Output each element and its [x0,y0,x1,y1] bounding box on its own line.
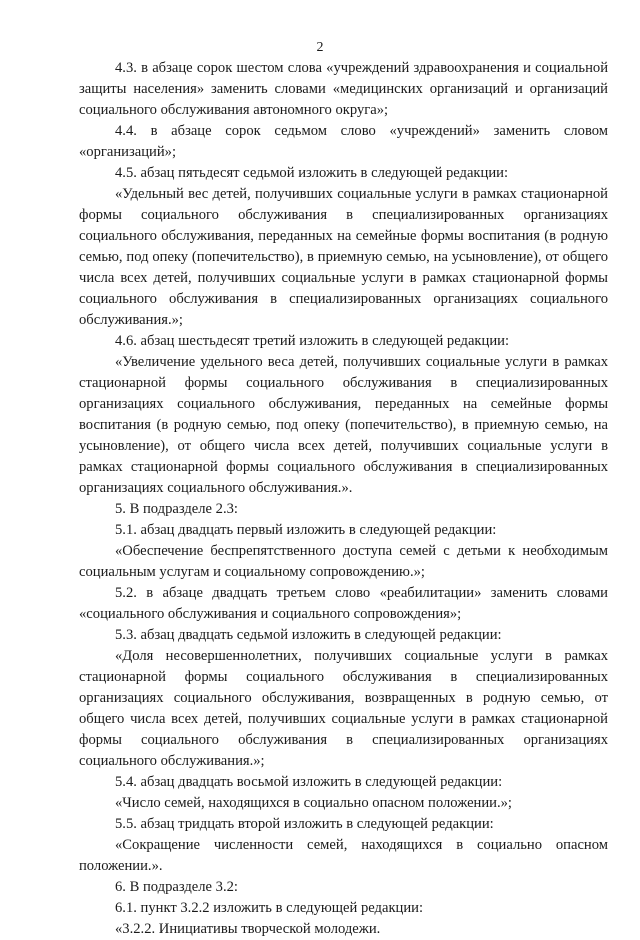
paragraph-4-3: 4.3. в абзаце сорок шестом слова «учреждений здравоохранения и социальной защиты населения» заменить словами «медицинских организаций и организаций социального обслуживания автономного округа»; [79,60,608,118]
document-body [79,58,608,940]
quoted-text-4-6: «Увеличение удельного веса детей, получивших социальные услуги в рамках стационарной формы социального обслуживания в специализированных организациях социального обслуживания, переданных на семейные формы воспитания (в родную семью, под опеку (попечительство), в приемную семью, на усыновление), от общего числа всех детей, получивших социальные услуги в рамках стационарной формы социального обслуживания в специализированных организациях социального обслуживания.». [79,354,608,496]
paragraph-5-3: 5.3. абзац двадцать седьмой изложить в следующей редакции: [115,627,502,643]
paragraph-4-4: 4.4. в абзаце сорок седьмом слово «учреждений» заменить словом «организаций»; [79,123,608,160]
paragraph-5-4: 5.4. абзац двадцать восьмой изложить в следующей редакции: [115,774,503,790]
quoted-text-5-1: «Обеспечение беспрепятственного доступа семей с детьми к необходимым социальным услугам и социальному сопровождению.»; [79,543,608,580]
paragraph-4-6: 4.6. абзац шестьдесят третий изложить в следующей редакции: [115,333,509,349]
paragraph-5-2: 5.2. в абзаце двадцать третьем слово «реабилитации» заменить словами «социального обслуживания и социального сопровождения»; [79,585,608,622]
section-5-heading: 5. В подразделе 2.3: [115,501,238,517]
page-number: 2 [316,40,324,55]
paragraph-5-5: 5.5. абзац тридцать второй изложить в следующей редакции: [115,816,494,832]
quoted-text-6-1: «3.2.2. Инициативы творческой молодежи. [115,921,381,937]
paragraph-4-5: 4.5. абзац пятьдесят седьмой изложить в следующей редакции: [115,165,508,181]
section-6-heading: 6. В подразделе 3.2: [115,879,238,895]
quoted-text-5-4: «Число семей, находящихся в социально опасном положении.»; [115,795,512,811]
quoted-text-4-5: «Удельный вес детей, получивших социальные услуги в рамках стационарной формы социального обслуживания в специализированных организациях социального обслуживания, переданных на семейные формы воспитания (в родную семью, под опеку (попечительство), в приемную семью, на усыновление), от общего числа всех детей, получивших социальные услуги в рамках стационарной формы социального обслуживания в специализированных организациях социального обслуживания.»; [79,186,608,328]
quoted-text-5-3: «Доля несовершеннолетних, получивших социальные услуги в рамках стационарной формы социального обслуживания в специализированных организациях социального обслуживания, возвращенных в родную семью, от общего числа всех детей, получивших социальные услуги в рамках стационарной формы социального обслуживания в специализированных организациях социального обслуживания.»; [79,648,608,769]
quoted-text-5-5: «Сокращение численности семей, находящихся в социально опасном положении.». [79,837,608,874]
paragraph-5-1: 5.1. абзац двадцать первый изложить в следующей редакции: [115,522,497,538]
paragraph-6-1: 6.1. пункт 3.2.2 изложить в следующей редакции: [115,900,424,916]
